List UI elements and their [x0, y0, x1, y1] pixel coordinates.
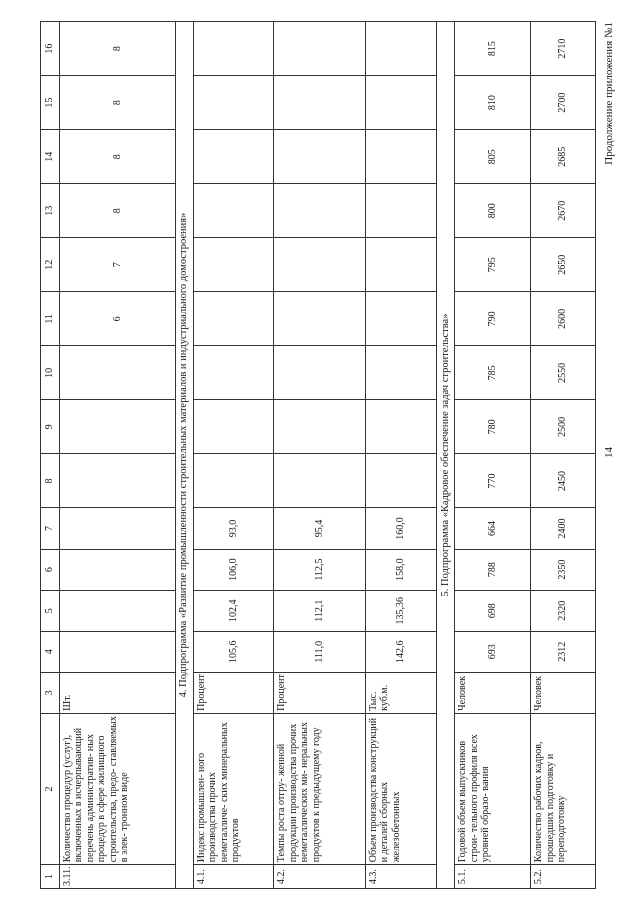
value-cell [274, 346, 366, 400]
value-cell: 160,0 [365, 508, 436, 549]
value-cell [274, 454, 366, 508]
value-cell: 2670 [531, 184, 596, 238]
column-header: 13 [41, 184, 60, 238]
value-cell [274, 76, 366, 130]
table-row [365, 22, 436, 889]
value-cell: 2600 [531, 292, 596, 346]
value-cell: 2550 [531, 346, 596, 400]
value-cell: 158,0 [365, 549, 436, 590]
section-title: 5. Подпрограмма «Кадровое обеспечение задач строительства» [437, 22, 455, 889]
value-cell: 2650 [531, 238, 596, 292]
value-cell [365, 22, 436, 76]
indicator-name: Количество рабочих кадров, прошедших подготовку и переподготовку [531, 713, 596, 864]
value-cell [59, 346, 175, 400]
row-code: 4.2. [274, 865, 366, 889]
value-cell: 805 [455, 130, 531, 184]
value-cell: 8 [59, 130, 175, 184]
header-row [41, 22, 60, 889]
value-cell: 810 [455, 76, 531, 130]
value-cell: 2710 [531, 22, 596, 76]
value-cell: 698 [455, 590, 531, 631]
value-cell [193, 130, 273, 184]
value-cell [365, 400, 436, 454]
unit: Шт. [59, 672, 175, 713]
value-cell: 106,0 [193, 549, 273, 590]
indicator-name: Индекс промышлен- ного производства прочих неметалличе- ских минеральных продуктов [193, 713, 273, 864]
value-cell: 2700 [531, 76, 596, 130]
column-header: 3 [41, 672, 60, 713]
value-cell [365, 76, 436, 130]
column-header: 15 [41, 76, 60, 130]
unit: Процент [193, 672, 273, 713]
value-cell: 780 [455, 400, 531, 454]
unit: Человек [455, 672, 531, 713]
value-cell [365, 454, 436, 508]
page-number: 14 [603, 447, 615, 458]
column-header: 2 [41, 713, 60, 864]
column-header: 9 [41, 400, 60, 454]
indicators-table [40, 21, 596, 889]
value-cell [274, 292, 366, 346]
row-code: 4.3. [365, 865, 436, 889]
value-cell [365, 292, 436, 346]
column-header: 4 [41, 631, 60, 672]
value-cell: 8 [59, 76, 175, 130]
value-cell: 112,5 [274, 549, 366, 590]
value-cell [274, 22, 366, 76]
value-cell [59, 631, 175, 672]
value-cell: 785 [455, 346, 531, 400]
value-cell [193, 22, 273, 76]
indicator-name: Годовой объем выпускников строи- тельного профиля всех уровней образо- вания [455, 713, 531, 864]
column-header: 14 [41, 130, 60, 184]
value-cell: 142,6 [365, 631, 436, 672]
value-cell [59, 454, 175, 508]
value-cell: 8 [59, 184, 175, 238]
unit: Тыс. куб.м. [365, 672, 436, 713]
value-cell [274, 400, 366, 454]
table-row [59, 22, 175, 889]
value-cell: 105,6 [193, 631, 273, 672]
value-cell: 795 [455, 238, 531, 292]
table-row [193, 22, 273, 889]
value-cell: 788 [455, 549, 531, 590]
indicator-name: Объем производства конструкций и деталей сборных железобетонных [365, 713, 436, 864]
value-cell: 135,36 [365, 590, 436, 631]
row-code: 5.1. [455, 865, 531, 889]
value-cell [59, 590, 175, 631]
unit: Процент [274, 672, 366, 713]
value-cell [365, 346, 436, 400]
value-cell: 93,0 [193, 508, 273, 549]
value-cell [59, 400, 175, 454]
table-row [274, 22, 366, 889]
value-cell [365, 184, 436, 238]
value-cell [365, 130, 436, 184]
unit: Человек [531, 672, 596, 713]
column-header: 6 [41, 549, 60, 590]
value-cell [365, 238, 436, 292]
value-cell [193, 292, 273, 346]
column-header: 1 [41, 865, 60, 889]
value-cell: 2685 [531, 130, 596, 184]
table-row [455, 22, 531, 889]
appendix-title: Продолжение приложения №1 [603, 22, 615, 165]
value-cell: 112,1 [274, 590, 366, 631]
column-header: 11 [41, 292, 60, 346]
section-row [176, 22, 194, 889]
value-cell: 2450 [531, 454, 596, 508]
value-cell: 815 [455, 22, 531, 76]
value-cell [274, 130, 366, 184]
value-cell: 6 [59, 292, 175, 346]
value-cell: 693 [455, 631, 531, 672]
value-cell: 2312 [531, 631, 596, 672]
value-cell [193, 346, 273, 400]
value-cell: 664 [455, 508, 531, 549]
value-cell: 2500 [531, 400, 596, 454]
value-cell [193, 184, 273, 238]
indicator-name: Темпы роста отгру- женной продукции производства прочих неметаллических ми- неральных продуктов к предыдущему году [274, 713, 366, 864]
column-header: 7 [41, 508, 60, 549]
value-cell [193, 76, 273, 130]
value-cell [274, 184, 366, 238]
row-code: 3.11. [59, 865, 175, 889]
column-header: 12 [41, 238, 60, 292]
value-cell: 102,4 [193, 590, 273, 631]
column-header: 16 [41, 22, 60, 76]
value-cell [193, 400, 273, 454]
table-row [531, 22, 596, 889]
value-cell: 7 [59, 238, 175, 292]
column-header: 8 [41, 454, 60, 508]
value-cell [59, 549, 175, 590]
section-title: 4. Подпрограмма «Развитие промышленности строительных материалов и индустриального домостроения» [176, 22, 194, 889]
value-cell: 8 [59, 22, 175, 76]
value-cell: 111,0 [274, 631, 366, 672]
column-header: 10 [41, 346, 60, 400]
value-cell [193, 238, 273, 292]
value-cell: 800 [455, 184, 531, 238]
value-cell: 2350 [531, 549, 596, 590]
row-code: 5.2. [531, 865, 596, 889]
value-cell: 95,4 [274, 508, 366, 549]
value-cell [274, 238, 366, 292]
column-header: 5 [41, 590, 60, 631]
value-cell: 2320 [531, 590, 596, 631]
value-cell: 790 [455, 292, 531, 346]
indicator-name: Количество процедур (услуг), включенных в исчерпывающий перечень административ- ных процедур в сфере жилищного строительства, предо- ставляемых в элек- тронном виде [59, 713, 175, 864]
section-row [437, 22, 455, 889]
value-cell [193, 454, 273, 508]
value-cell: 2400 [531, 508, 596, 549]
row-code: 4.1. [193, 865, 273, 889]
value-cell: 770 [455, 454, 531, 508]
value-cell [59, 508, 175, 549]
